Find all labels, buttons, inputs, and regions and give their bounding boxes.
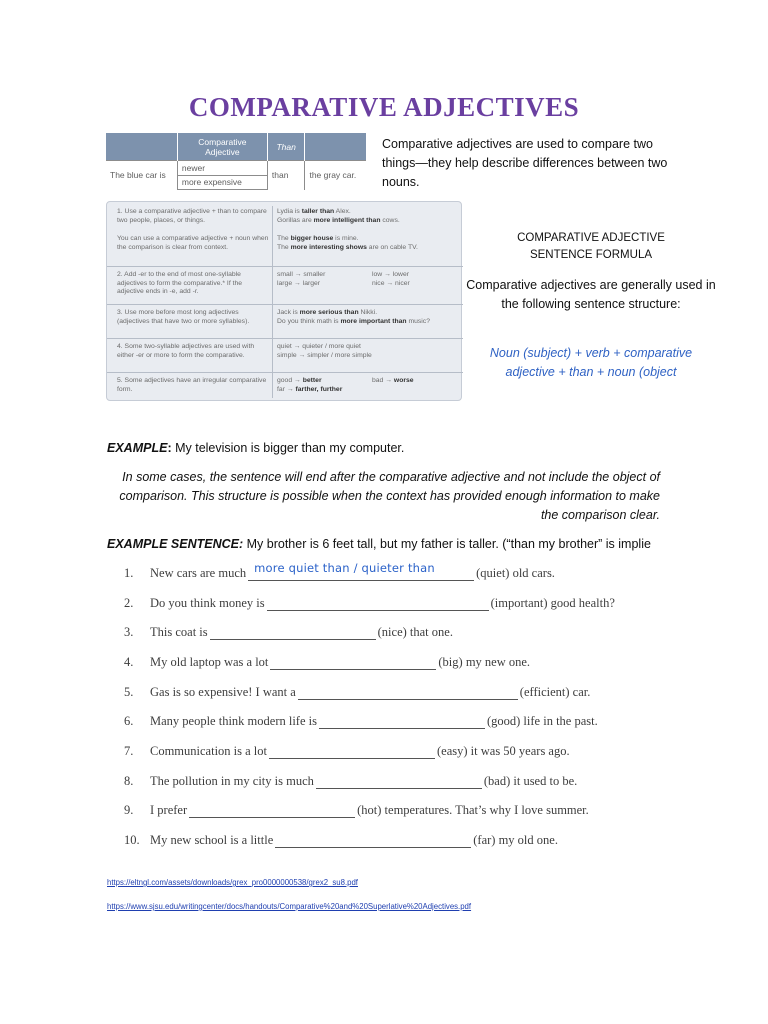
table-subject-cell: The blue car is <box>106 161 177 190</box>
rule-row-2 <box>107 266 463 296</box>
exercise-item-2: 2. Do you think money is (important) good health? <box>124 596 615 610</box>
header-comparative-text: Comparative <box>198 136 247 147</box>
rules-divider <box>272 206 273 398</box>
rule-1-text: 1. Use a comparative adjective + than to compare two people, places, or things. <box>117 208 267 224</box>
rule-1b-example: The bigger house is mine. The more interesting shows are on cable TV. <box>277 235 418 251</box>
rule-4-text: 4. Some two-syllable adjectives are used with either -er or more to form the comparative. <box>117 343 255 359</box>
formula-heading <box>466 230 716 264</box>
rule-5-example: good → better bad → worse far → farther, further <box>277 377 414 393</box>
formula-heading-line-2: SENTENCE FORMULA <box>529 249 653 261</box>
table-object-cell: the gray car. <box>305 161 366 190</box>
example-text: My television is bigger than my computer. <box>171 441 405 455</box>
answer-blank-7[interactable] <box>269 745 435 759</box>
exercise-item-8: 8. The pollution in my city is much (bad) it used to be. <box>124 774 578 788</box>
example-label: EXAMPLE <box>107 441 168 455</box>
answer-blank-5[interactable] <box>298 686 518 700</box>
page-title: COMPARATIVE ADJECTIVES <box>188 92 580 122</box>
answer-blank-3[interactable] <box>210 626 376 640</box>
rule-1b-text: You can use a comparative adjective + noun when the comparison is clear from context. <box>117 235 269 251</box>
rule-5-text: 5. Some adjectives have an irregular comparative form. <box>117 377 267 393</box>
table-header-empty <box>106 133 177 161</box>
exercise-item-9: 9. I prefer (hot) temperatures. That’s why I love summer. <box>124 803 589 817</box>
answer-blank-8[interactable] <box>316 775 482 789</box>
formula-heading-line-1: COMPARATIVE ADJECTIVE <box>517 232 665 244</box>
rules-box <box>106 201 462 401</box>
exercise-item-1: 1. New cars are much more quiet than / quieter than (quiet) old cars. <box>124 561 555 580</box>
exercise-item-6: 6. Many people think modern life is (good) life in the past. <box>124 714 598 728</box>
example-line <box>107 441 404 455</box>
rule-2-text: 2. Add -er to the end of most one-syllable adjectives to form the comparative.* If the adjective ends in -e, add -r. <box>117 271 243 296</box>
exercise-item-10: 10. My new school is a little (far) my old one. <box>124 833 558 847</box>
exercise-item-3: 3. This coat is (nice) that one. <box>124 625 453 639</box>
table-header-comparative <box>177 133 267 161</box>
comparison-table <box>106 133 366 190</box>
example-sentence-text: My brother is 6 feet tall, but my father is taller. (“than my brother” is implie <box>243 537 651 551</box>
rule-3-example: Jack is more serious than Nikki. Do you think math is more important than music? <box>277 309 430 325</box>
header-adjective-text: Adjective <box>205 146 240 157</box>
context-note: In some cases, the sentence will end after the comparative adjective and not include the object of comparison. This structure is possible when the context has provided enough information to make the comparison clear. <box>119 470 660 522</box>
answer-blank-2[interactable] <box>267 597 489 611</box>
example-colon: : <box>167 441 172 455</box>
intro-paragraph: Comparative adjectives are used to compare two things—they help describe differences between two nouns. <box>382 137 668 189</box>
answer-blank-4[interactable] <box>270 656 436 670</box>
answer-blank-9[interactable] <box>189 804 355 818</box>
exercise-item-5: 5. Gas is so expensive! I want a (efficient) car. <box>124 685 591 699</box>
table-option-expensive: more expensive <box>177 175 267 189</box>
example-sentence-line <box>107 537 651 551</box>
source-link-2[interactable]: https://www.sjsu.edu/writingcenter/docs/handouts/Comparative%20and%20Superlative%20Adjectives.pdf <box>107 902 472 911</box>
rule-4-example: quiet → quieter / more quiet simple → simpler / more simple <box>277 343 372 359</box>
table-header-than <box>267 133 305 161</box>
answer-blank-10[interactable] <box>275 834 471 848</box>
exercise-item-7: 7. Communication is a lot (easy) it was 50 years ago. <box>124 744 570 758</box>
rule-row-4 <box>107 338 463 359</box>
rule-row-3 <box>107 304 463 325</box>
example-sentence-label: EXAMPLE SENTENCE: <box>107 537 244 551</box>
answer-blank-6[interactable] <box>319 715 485 729</box>
rule-row-5 <box>107 372 463 393</box>
exercise-item-4: 4. My old laptop was a lot (big) my new one. <box>124 655 531 669</box>
rule-3-text: 3. Use more before most long adjectives (adjectives that have two or more syllables). <box>117 309 250 325</box>
table-than-cell: than <box>267 161 305 190</box>
table-option-newer: newer <box>177 161 267 175</box>
answer-text-1: more quiet than / quieter than <box>254 561 435 575</box>
header-than-text: Than <box>276 141 296 152</box>
table-header-empty-2 <box>305 133 366 161</box>
rule-2-example: small → smaller low → lower large → larger nice → nicer <box>277 271 410 287</box>
source-link-1[interactable]: https://eltngl.com/assets/downloads/grex_pro0000000538/grex2_su8.pdf <box>107 878 358 887</box>
rule-1-example: Lydia is taller than Alex. Gorillas are more intelligent than cows. <box>277 208 400 224</box>
formula-structure: Noun (subject) + verb + comparative adjective + than + noun (object <box>489 346 693 379</box>
formula-description: Comparative adjectives are generally used in the following sentence structure: <box>466 278 716 311</box>
